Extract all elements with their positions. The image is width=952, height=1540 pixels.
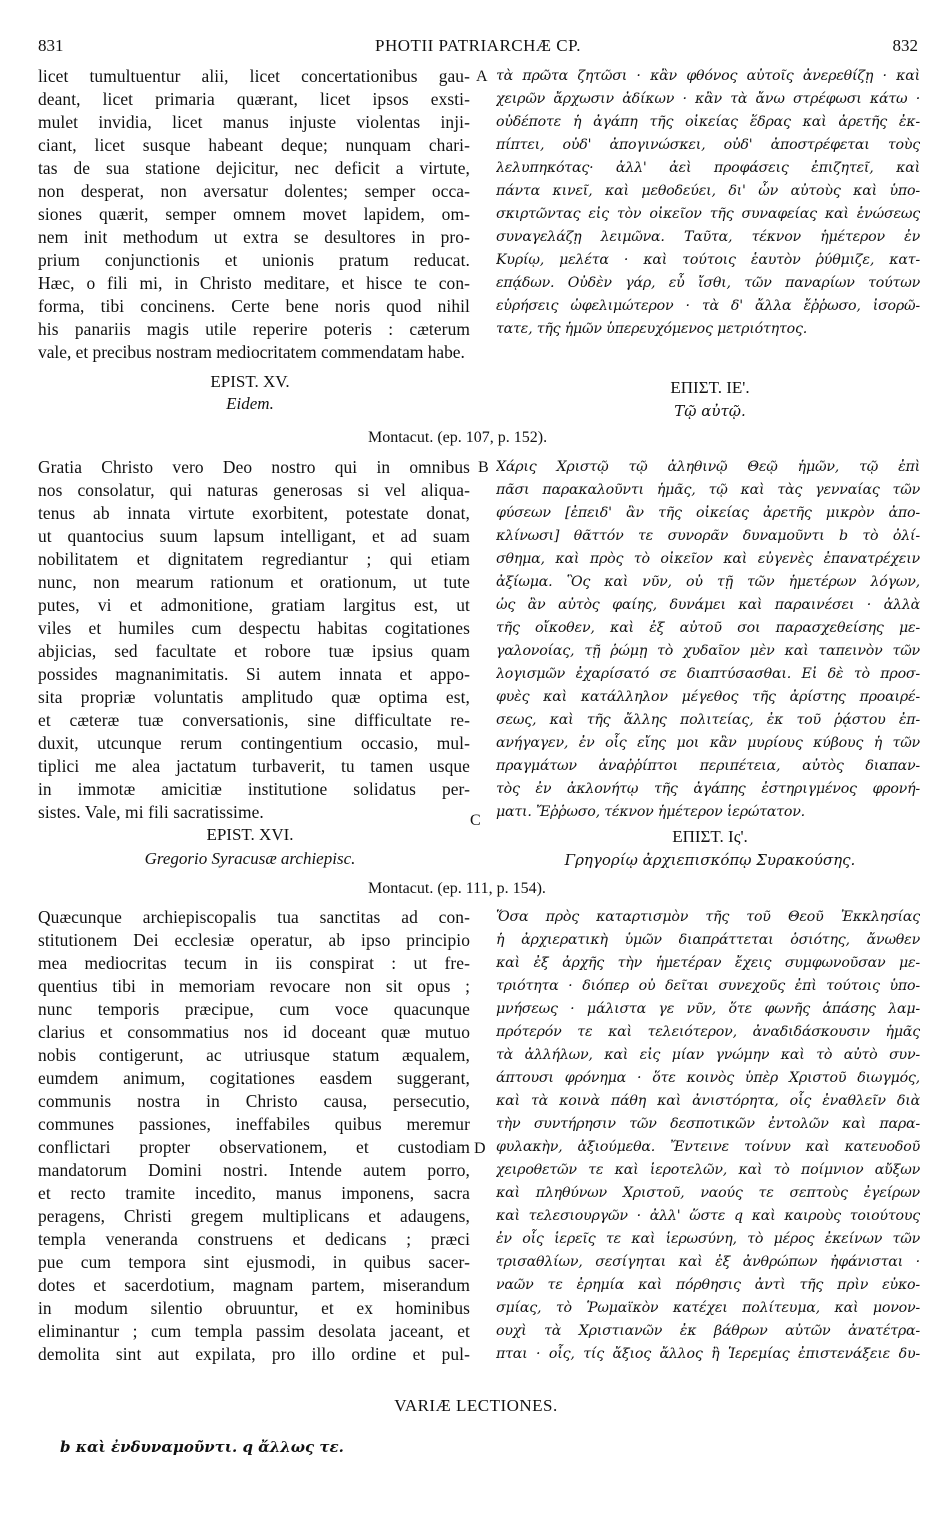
latin-text-line: dotes et sacerdotium, magnam partem, miserandum (38, 1275, 470, 1295)
epist15-latin-title: EPIST. XV. (210, 372, 290, 391)
margin-marker-a: A (476, 68, 488, 85)
latin-text-line: nunc temporis præcipue, cum voce quacunque (38, 999, 470, 1019)
greek-text-line: τὸς ἐν ἀκλονήτῳ τῆς ἀγάπης ἐστηριγμένος φρονή- (496, 781, 920, 797)
greek-text-line: οὐδέποτε ἡ ἀγάπη τῆς οἰκείας ἕδρας καὶ ἀρετῆς ἐκ- (496, 114, 920, 130)
greek-text-line: μνήσεως · μάλιστα γε νῦν, ὅτε φωνῆς ἁπάσης λαμ- (496, 1001, 920, 1017)
latin-text-line: in modum silentio obruuntur, et ex hominibus (38, 1298, 470, 1318)
latin-text-line: licet tumultuentur alii, licet concertationibus gau- (38, 66, 470, 86)
greek-text-line: τρισαθλίων, σεσίγηται καὶ ἐξ ἀνθρώπων ἠφάνισται · (496, 1254, 920, 1270)
greek-text-line: φύσεων [ἐπειδ' ἂν τῆς οἰκείας ἀρετῆς μικρὸν ἀπο- (496, 505, 920, 521)
greek-text-line: σθημα, καὶ πρὸς τὸ οἰκεῖον καὶ εὐγενὲς ἐπανατρέχειν (496, 551, 920, 567)
latin-text-line: pue cum tempora sint ejusmodi, in quibus sacer- (38, 1252, 470, 1272)
greek-text-line: πται · οἷς, τίς ἄξιος ἄλλος ἢ Ἱερεμίας ἐπιστενάξειε δυ- (496, 1346, 920, 1362)
latin-text-line: peragens, Christi gregem multiplicans et adaugens, (38, 1206, 470, 1226)
latin-text-line: nos consolatur, qui naturas generosas si vel aliqua- (38, 480, 470, 500)
greek-text-line: Ὅσα πρὸς καταρτισμὸν τῆς τοῦ Θεοῦ Ἐκκλησίας (496, 909, 920, 925)
greek-column-epist16 (496, 906, 920, 1366)
greek-text-line: πρότερόν τε καὶ τελειότερον, ἀναδιδάσκουσιν ἡμᾶς (496, 1024, 920, 1040)
latin-text-line: nem init methodum ut extra se desultores in pro- (38, 227, 470, 247)
greek-text-line: τὴν συντήρησιν τῶν δεσποτικῶν ἐντολῶν καὶ παρα- (496, 1116, 920, 1132)
epist15-source-reference: Montacut. (ep. 107, p. 152). (368, 429, 548, 446)
latin-text-line: eliminantur ; cum templa passim desolata jaceant, et (38, 1321, 470, 1341)
latin-column-epist15 (38, 456, 470, 824)
greek-text-line: σκιρτῶντας εἰς τὸν οἰκεῖον τῆς συναφείας καὶ ἑνώσεως (496, 206, 920, 222)
latin-text-line: deant, licet primaria quærant, licet ipsos exsti- (38, 89, 470, 109)
epist16-greek-addressee: Γρηγορίῳ ἀρχιεπισκόπῳ Συρακούσης. (564, 851, 856, 869)
latin-text-line: viles et humiles cum despectu habitas cogitationes (38, 618, 470, 638)
greek-text-line: πίπτει, οὐδ' ἀπογινώσκει, οὐδ' ἀποστρέφεται τοὺς (496, 137, 920, 153)
greek-text-line: τριότητα · διόπερ οὐ δεῖται συνεχοῦς ἐπὶ τούτοις ὑπο- (496, 978, 920, 994)
latin-text-line: non desperat, non aversatur dolentes; semper occa- (38, 181, 470, 201)
greek-text-line: πᾶσι παρακαλοῦντι ἡμᾶς, τῷ καὶ τὰς γενναίας τῶν (496, 482, 920, 498)
greek-text-line: ανήγαγεν, ἐν οἷς εἴης μοι κἂν μυρίους κύβους ἡ τῶν (496, 735, 920, 751)
page-header (38, 36, 918, 60)
latin-text-line: possides magnanimitatis. Si autem innata et appo- (38, 664, 470, 684)
greek-text-line: λογισμῶν ἐχαρίσατό σε διαπτύσασθαι. Εἰ δὲ τὸ προσ- (496, 666, 920, 682)
latin-text-line: forma, tibi concinens. Certe bene noris quod nihil (38, 296, 470, 316)
latin-text-line: sita propriæ voluntatis amplitudo quæ optima est, (38, 687, 470, 707)
latin-text-line: nobis contigerunt, ac utriusque statum æqualem, (38, 1045, 470, 1065)
latin-text-line: communis nostra in Christo causa, persecutio, (38, 1091, 470, 1111)
latin-text-line: sistes. Vale, mi fili sacratissime. (38, 802, 264, 822)
latin-text-line: abjicias, sed facultate et robore tuæ ipsius quam (38, 641, 470, 661)
greek-text-line: χειροθετῶν τε καὶ ἱεροτελῶν, καὶ τὸ ποίμνιον αὔξων (496, 1162, 920, 1178)
latin-text-line: putes, vi et admonitione, gratiam largitus est, ut (38, 595, 470, 615)
latin-text-line: mulet invidia, licet manus injuste violentas inji- (38, 112, 470, 132)
greek-text-line: ἐν οἷς ἱερεῖς τε καὶ ἱερωσύνη, τὸ μέρος ἐκείνων τῶν (496, 1231, 920, 1247)
greek-column-block1 (496, 65, 920, 341)
greek-text-line: άπτουσι φρόνημα · ὅτε κοινὸς ὑπὲρ Χριστοῦ διωγμός, (496, 1070, 920, 1086)
margin-marker-d: D (474, 1140, 486, 1157)
epist16-greek-title: ΕΠΙΣΤ. Ις'. (672, 827, 748, 846)
latin-text-line: prium conjunctionis et unionis pratum reducat. (38, 250, 470, 270)
epist16-latin-addressee: Gregorio Syracusæ archiepisc. (144, 849, 356, 868)
greek-text-line: ουχὶ τὰ Χριστιανῶν ἐκ βάθρων αὐτῶν ἀνατέτρα- (496, 1323, 920, 1339)
greek-text-line: καὶ πληθύνων Χριστοῦ, ναούς τε σεπτοὺς ἐγείρων (496, 1185, 920, 1201)
greek-text-line: ὡς ἂν αὐτὸς φαίης, δυνάμει καὶ παραινέσει · ἀλλὰ (496, 597, 920, 613)
greek-text-line: εὑρήσεις ὠφελιμώτερον · τὰ δ' ἄλλα ἔῤῥωσο, ἰσορῶ- (496, 298, 920, 314)
latin-text-line: tenus ab innata virtute exorbitent, potestate donat, (38, 503, 470, 523)
variae-lectiones-heading: VARIÆ LECTIONES. (394, 1396, 558, 1415)
greek-text-line: καὶ ἐξ ἀρχῆς τὴν ἡμετέραν ἔχεις συμφωνοῦσαν με- (496, 955, 920, 971)
latin-text-line: demolita sint aut expilata, pro illo ordine et pul- (38, 1344, 470, 1364)
latin-column-epist16 (38, 906, 470, 1366)
greek-text-line: τατε, τῆς ἡμῶν ὑπερευχόμενος μετριότητος. (496, 321, 807, 337)
greek-text-line: πραγμάτων ἀναῤῥίπτοι περιπέτεια, αὐτὸς διαπαν- (496, 758, 920, 774)
latin-text-line: nunc, non mearum rationum et orationum, ut tute (38, 572, 470, 592)
latin-text-line: quentius tibi in memoriam revocare non sit opus ; (38, 976, 470, 996)
latin-text-line: conflictari propter observationem, et custodiam (38, 1137, 470, 1157)
epist16-source-reference: Montacut. (ep. 111, p. 154). (368, 880, 546, 897)
variae-lectiones-note: b καὶ ἐνδυναμοῦντι. q ἄλλως τε. (60, 1438, 344, 1456)
greek-text-line: φυὲς καὶ κατάλληλον μέγεθος τῆς ἀρίστης προαιρέ- (496, 689, 920, 705)
latin-text-line: ut quantocius suum lapsum intelligant, et ad suam (38, 526, 470, 546)
greek-text-line: Κυρίῳ, μελέτα · καὶ τούτοις ἑαυτὸν ῥύθμιζε, κατ- (496, 252, 920, 268)
latin-text-line: mea mediocritas tecum in iis conspirat : ut fre- (38, 953, 470, 973)
greek-text-line: φυλακὴν, ἀξιούμεθα. Ἔντεινε τοίνυν καὶ κατευοδοῦ (496, 1139, 920, 1155)
greek-text-line: λελυπηκότας· ἀλλ' ἀεὶ προφάσεις ἐπιζητεῖ, καὶ (496, 160, 920, 176)
latin-text-line: ciant, licet susque habeant deque; nunquam chari- (38, 135, 470, 155)
epist15-greek-addressee: Τῷ αὐτῷ. (674, 402, 746, 420)
epist15-latin-addressee: Eidem. (226, 394, 274, 413)
latin-text-line: clarius et consommatius nos id doceant quæ mutuo (38, 1022, 470, 1042)
latin-text-line: stitutionem Dei ecclesiæ operatur, ab ipso principio (38, 930, 470, 950)
latin-text-line: mandatorum Domini nostri. Intende autem porro, (38, 1160, 470, 1180)
greek-text-line: χειρῶν ἄρχωσιν ἀδίκων · κἂν τὰ ἄνω στρέφωσι κάτω · (496, 91, 920, 107)
latin-text-line: templa veneranda construens et dedicans ; præci (38, 1229, 470, 1249)
greek-text-line: επᾴδων. Οὐδὲν γάρ, εὖ ἴσθι, τῶν παναρίων τούτων (496, 275, 920, 291)
greek-text-line: σεως, καὶ τῆς ἄλλης πολιτείας, ἐκ τοῦ ῥᾴστου ἐπ- (496, 712, 920, 728)
latin-text-line: his panariis magis utile reperire poteris : cæterum (38, 319, 470, 339)
greek-text-line: τῆς οἴκοθεν, καὶ ἐξ αὐτοῦ σοι παρασχεθείσης με- (496, 620, 920, 636)
latin-text-line: Quæcunque archiepiscopalis tua sanctitas ad con- (38, 907, 470, 927)
latin-text-line: duxit, utcunque rerum contingentium occasio, mul- (38, 733, 470, 753)
latin-closing-line: vale, et precibus nostram mediocritatem commendatam habe. (38, 342, 465, 362)
greek-text-line: κλίνωσι] θᾶττόν τε συνορᾶν δυναμοῦντι b τὸ ὀλί- (496, 528, 920, 544)
latin-text-line: tiplici me alea jactatum turbaverit, tu tamen usque (38, 756, 470, 776)
greek-text-line: πάντα κινεῖ, καὶ μεθοδεύει, δι' ὧν αὐτοὺς καὶ ὑπο- (496, 183, 920, 199)
margin-marker-c: C (470, 812, 481, 829)
greek-text-line: Χάρις Χριστῷ τῷ ἀληθινῷ Θεῷ ἡμῶν, τῷ ἐπὶ (496, 459, 920, 475)
running-title: PHOTII PATRIARCHÆ CP. (375, 36, 581, 55)
greek-text-line: σμίας, τὸ Ῥωμαϊκὸν κατέχει πολίτευμα, καὶ μονον- (496, 1300, 920, 1316)
greek-text-line: συναγελάζῃ λειμῶνα. Ταῦτα, τέκνον ἡμέτερον ἐν (496, 229, 920, 245)
latin-text-line: eumdem animum, cogitationes easdem suggerant, (38, 1068, 470, 1088)
epist15-greek-title: ΕΠΙΣΤ. ΙΕ'. (670, 378, 750, 397)
page-number-right: 832 (892, 36, 918, 55)
greek-text-line: ἀξίωμα. Ὃς καὶ νῦν, οὐ τῇ τῶν ἡμετέρων λόγων, (496, 574, 920, 590)
margin-marker-b: B (478, 459, 489, 476)
latin-text-line: communes passiones, ineffabiles quibus meremur (38, 1114, 470, 1134)
latin-text-line: tas de sua statione dejicitur, nec deficit a virtute, (38, 158, 470, 178)
latin-text-line: et cæteræ tuæ conversationis, sine difficultate re- (38, 710, 470, 730)
greek-text-line: ἡ ἀρχιερατικὴ ὑμῶν διαπράττεται ὁσιότης, ἄνωθεν (496, 932, 920, 948)
epist16-latin-title: EPIST. XVI. (206, 825, 294, 844)
latin-text-line: Gratia Christo vero Deo nostro qui in omnibus (38, 457, 470, 477)
latin-text-line: et recto tramite incedito, manus imponens, sacra (38, 1183, 470, 1203)
latin-text-line: Hæc, o fili mi, in Christo meditare, et hisce te con- (38, 273, 470, 293)
greek-text-line: καὶ τελεσιουργῶν · ἀλλ' ὥστε q καὶ καιροὺς τοιούτους (496, 1208, 920, 1224)
latin-column-block1 (38, 65, 470, 341)
greek-text-line: τὰ πρῶτα ζητῶσι · κἂν φθόνος αὐτοῖς ἀνερεθίζῃ · καὶ (496, 68, 920, 84)
greek-text-line: ματι. Ἔῤῥωσο, τέκνον ἡμέτερον ἱερώτατον. (496, 804, 805, 820)
latin-text-line: in immotæ amicitiæ institutione solidatus per- (38, 779, 470, 799)
latin-text-line: siones quærit, semper omnem movet lapidem, om- (38, 204, 470, 224)
latin-text-line: nobilitatem et dignitatem regrediantur ; qui etiam (38, 549, 470, 569)
greek-text-line: ναῶν τε ἐρημία καὶ πόρθησις ἀντὶ τῆς πρὶν εὐκο- (496, 1277, 920, 1293)
greek-text-line: τὰ ἀλλήλων, καὶ εἰς μίαν γνώμην καὶ τὸ αὐτὸ συν- (496, 1047, 920, 1063)
greek-column-epist15 (496, 456, 920, 824)
greek-text-line: καὶ τὰ κοινὰ πάθη καὶ ἀνιστόρητα, οἷς ἐναθλεῖν διὰ (496, 1093, 920, 1109)
greek-text-line: γαλονοίας, τῇ ῥώμῃ τὸ χυδαῖον μὲν καὶ ταπεινὸν τῶν (496, 643, 920, 659)
page-number-left: 831 (38, 36, 64, 55)
